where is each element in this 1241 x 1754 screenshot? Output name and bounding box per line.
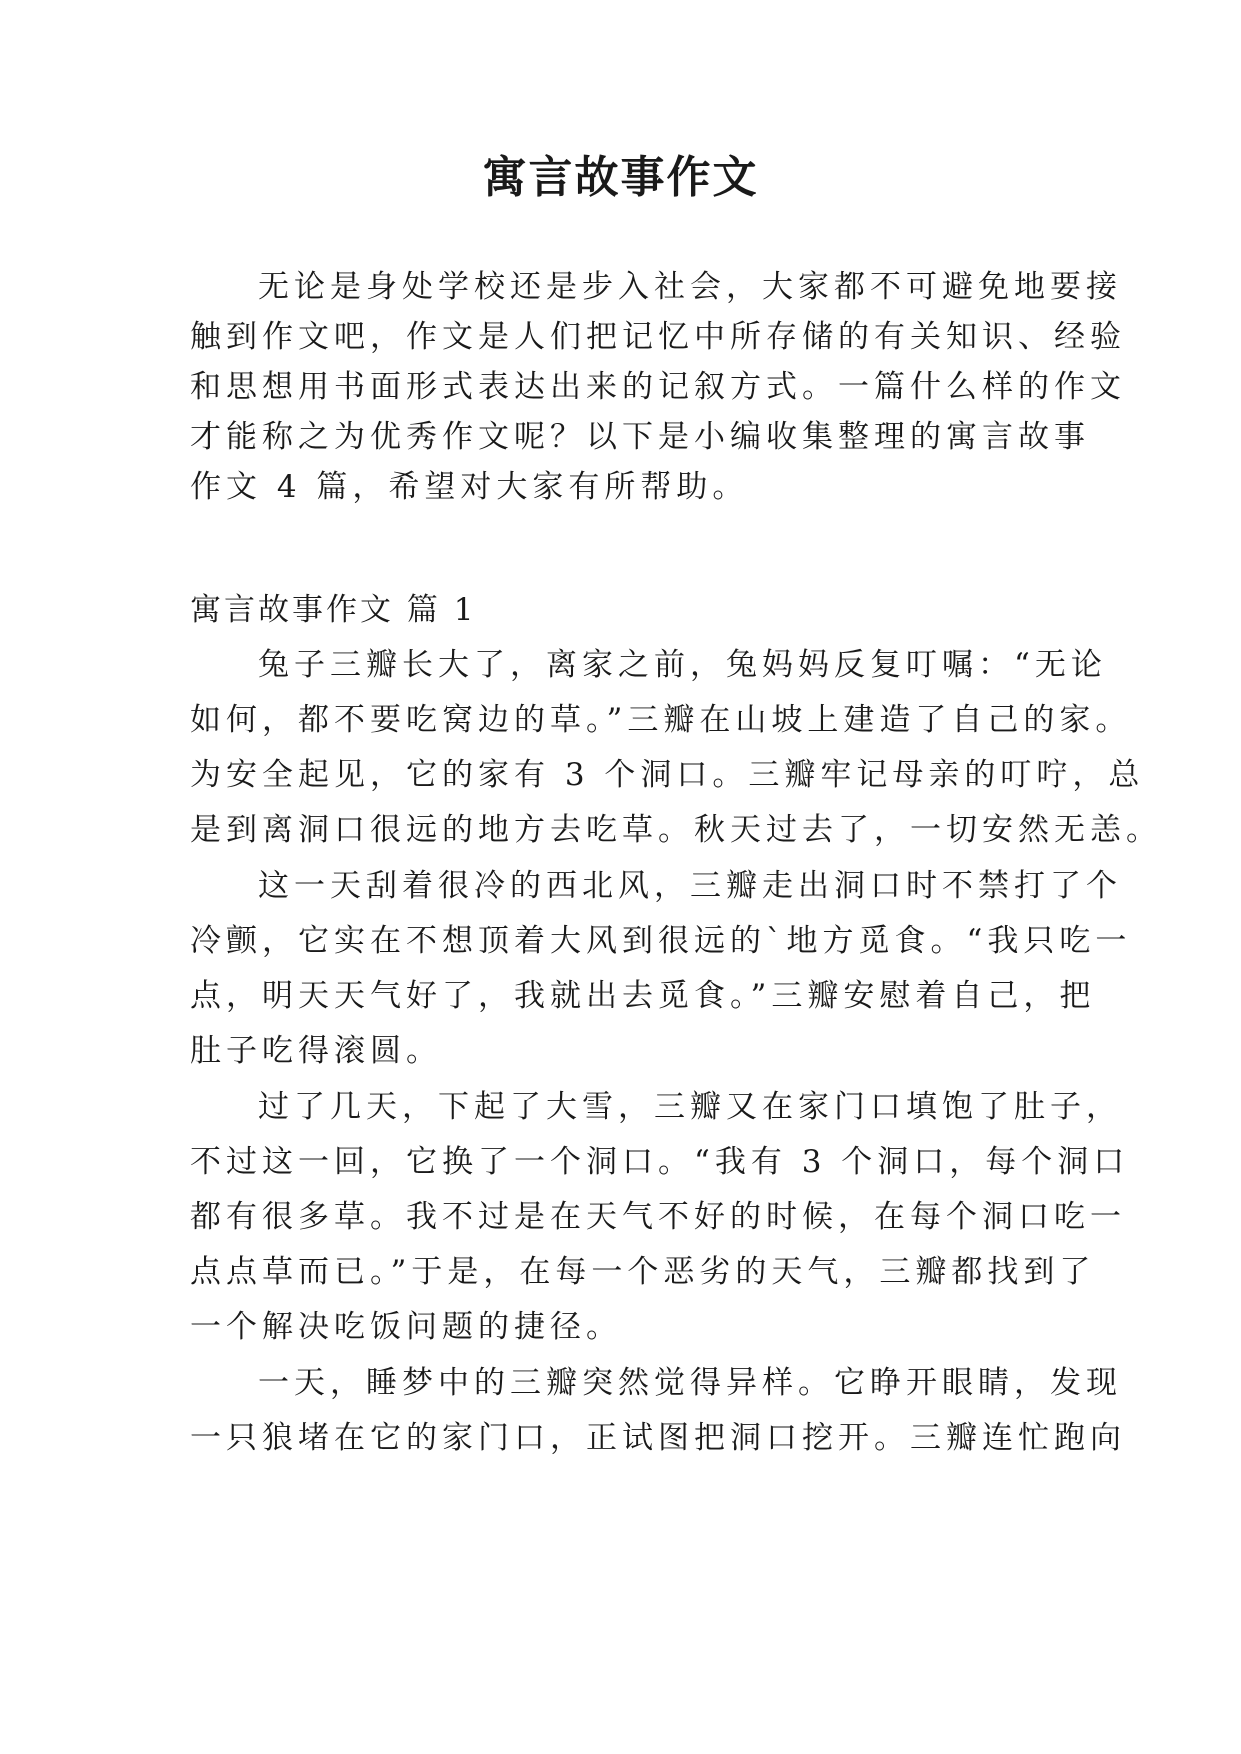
story-line: 是到离洞口很远的地方去吃草。秋天过去了，一切安然无恙。	[190, 812, 1162, 848]
story-line: 肚子吃得滚圆。	[190, 1033, 442, 1069]
story-line: 点，明天天气好了，我就出去觅食。”三瓣安慰着自己，把	[190, 978, 1096, 1014]
story-line: 都有很多草。我不过是在天气不好的时候，在每个洞口吃一	[190, 1199, 1126, 1235]
story-line: 点点草而已。”于是，在每一个恶劣的天气，三瓣都找到了	[190, 1254, 1096, 1290]
story-line: 这一天刮着很冷的西北风，三瓣走出洞口时不禁打了个	[258, 868, 1122, 904]
document-title: 寓言故事作文	[482, 152, 759, 203]
intro-line: 触到作文吧，作文是人们把记忆中所存储的有关知识、经验	[190, 319, 1126, 355]
story-line: 过了几天，下起了大雪，三瓣又在家门口填饱了肚子，	[258, 1089, 1122, 1125]
story-line: 一个解决吃饭问题的捷径。	[190, 1309, 622, 1345]
story-line: 为安全起见，它的家有 3 个洞口。三瓣牢记母亲的叮咛，总	[190, 757, 1145, 793]
intro-line: 才能称之为优秀作文呢？以下是小编收集整理的寓言故事	[190, 419, 1090, 455]
story-line: 不过这一回，它换了一个洞口。“我有 3 个洞口，每个洞口	[190, 1144, 1130, 1180]
intro-line: 作文 4 篇，希望对大家有所帮助。	[190, 469, 749, 505]
intro-line: 和思想用书面形式表达出来的记叙方式。一篇什么样的作文	[190, 369, 1126, 405]
story-line: 兔子三瓣长大了，离家之前，兔妈妈反复叮嘱：“无论	[258, 647, 1107, 683]
story-line: 一天，睡梦中的三瓣突然觉得异样。它睁开眼睛，发现	[258, 1365, 1122, 1401]
story-line: 如何，都不要吃窝边的草。”三瓣在山坡上建造了自己的家。	[190, 702, 1132, 738]
story-line: 冷颤，它实在不想顶着大风到很远的`地方觅食。“我只吃一	[190, 923, 1132, 959]
intro-line: 无论是身处学校还是步入社会，大家都不可避免地要接	[258, 269, 1122, 305]
section-heading: 寓言故事作文 篇 1	[190, 592, 477, 628]
story-line: 一只狼堵在它的家门口，正试图把洞口挖开。三瓣连忙跑向	[190, 1420, 1126, 1456]
